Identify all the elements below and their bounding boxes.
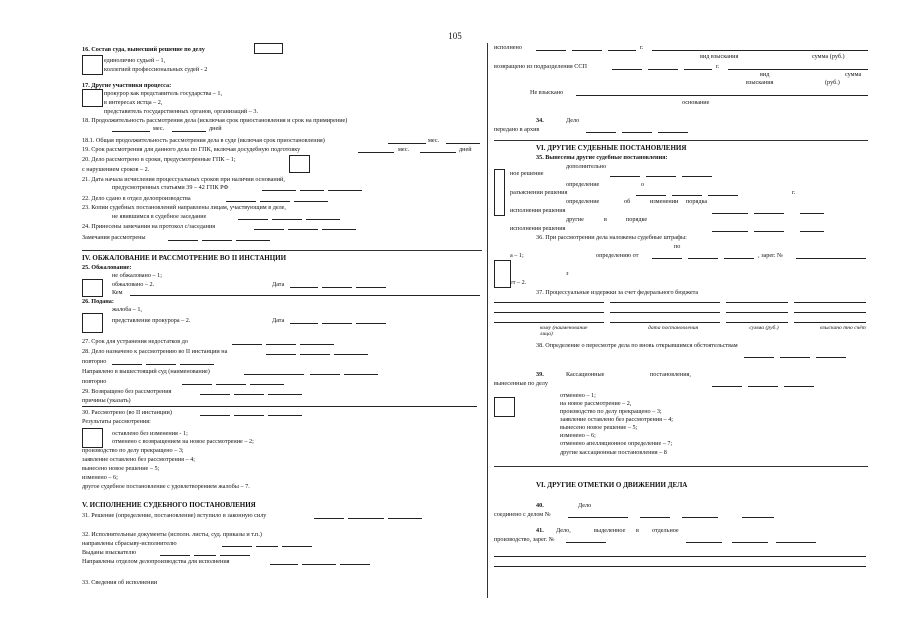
registered-label: , зарег. №	[758, 252, 783, 259]
date-field[interactable]	[816, 357, 846, 358]
section-17-option-1: прокурор как представитель государства – 1,	[104, 90, 223, 97]
table-header-who: кому (наименование лица)	[540, 325, 588, 337]
date-field[interactable]	[682, 517, 718, 518]
date-field[interactable]	[232, 344, 262, 345]
amount-caption: сумма (руб.)	[812, 53, 845, 60]
section-29-b: причины (указать)	[82, 397, 131, 404]
section-37: 37. Процессуальные издержки за счет федерального бюджета	[536, 289, 699, 296]
page-number: 105	[448, 31, 462, 41]
date-field[interactable]	[322, 229, 356, 230]
section-16-option-1: единолично судьей – 1,	[104, 57, 166, 64]
date-field[interactable]	[328, 190, 362, 191]
section-26-choice-box[interactable]	[82, 313, 103, 333]
date-field[interactable]	[712, 386, 742, 387]
date-field[interactable]	[306, 219, 340, 220]
date-field[interactable]	[622, 132, 652, 133]
case-number-field[interactable]	[568, 517, 628, 518]
date-field[interactable]	[388, 518, 422, 519]
section-32-c: Выданы взыскателю	[82, 549, 137, 556]
section-vi-title: VI. ДРУГИЕ СУДЕБНЫЕ ПОСТАНОВЛЕНИЯ	[536, 144, 687, 152]
option-a1: а – 1;	[510, 252, 524, 259]
section-17-option-2: в интересах истца – 2,	[104, 99, 163, 106]
preposition-v: в	[636, 527, 639, 534]
section-25-option-2: обжаловано – 2.	[112, 281, 155, 288]
section-16-title: 16. Состав суда, вынесший решение по делу	[82, 46, 205, 53]
date-field[interactable]	[200, 415, 230, 416]
date-field[interactable]	[290, 323, 318, 324]
section-18-months-label: мес.	[153, 125, 165, 132]
section-32-d: Направлены отделом делопроизводства для исполнения	[82, 558, 230, 565]
date-field[interactable]	[220, 555, 250, 556]
section-18-1-days-field[interactable]	[446, 143, 480, 144]
section-39-option-6: изменено – 6;	[560, 432, 596, 439]
date-field[interactable]	[300, 344, 334, 345]
date-field[interactable]	[290, 287, 318, 288]
date-field[interactable]	[254, 229, 284, 230]
section-30-option-7: другое судебное постановление с удовлетворением жалобы – 7.	[82, 483, 250, 490]
table-cell-line[interactable]	[494, 322, 604, 323]
section-26-option-1: жалоба – 1,	[112, 306, 142, 313]
notes-line[interactable]	[494, 566, 866, 567]
date-field[interactable]	[708, 195, 738, 196]
date-field[interactable]	[784, 386, 814, 387]
section-18-1: 18.1. Общая продолжительность рассмотрения дела в суде (включая срок приостановления)	[82, 137, 325, 144]
date-field[interactable]	[322, 287, 352, 288]
date-field[interactable]	[348, 518, 384, 519]
section-39: 39.	[536, 371, 544, 378]
section-36: 36. При рассмотрении дела наложены судебные штрафы:	[536, 234, 687, 241]
section-39-option-1: отменено – 1;	[560, 392, 596, 399]
date-field[interactable]	[294, 201, 328, 202]
date-field[interactable]	[340, 564, 370, 565]
issued-label: вынесенные по делу	[494, 380, 548, 387]
section-39-choice-box[interactable]	[494, 397, 515, 417]
section-28-d: повторно	[82, 378, 107, 385]
ruling-from-label: определению от	[596, 252, 639, 259]
section-32: 32. Исполнительные документы (исполн. листы, суд. приказы и т.п.)	[82, 531, 262, 538]
date-field[interactable]	[266, 354, 296, 355]
section-35-choice-box[interactable]	[494, 169, 505, 216]
type-caption: вид	[760, 71, 770, 78]
date-field[interactable]	[268, 415, 302, 416]
table-cell-line[interactable]	[794, 312, 866, 313]
section-16-option-2: коллегией профессиональных судей - 2	[104, 66, 208, 73]
registration-number-field[interactable]	[796, 258, 866, 259]
divider	[494, 140, 868, 141]
section-18-months-field[interactable]	[112, 131, 150, 132]
year-suffix: г.	[716, 63, 720, 70]
order-label: порядка	[686, 198, 708, 205]
section-18-days-label: дней	[209, 125, 222, 132]
date-field[interactable]	[182, 384, 212, 385]
section-34-c: передано в архив	[494, 126, 540, 133]
section-30-choice-box[interactable]	[82, 428, 103, 448]
date-field[interactable]	[754, 213, 784, 214]
date-field[interactable]	[282, 546, 312, 547]
section-19-months-field[interactable]	[358, 152, 394, 153]
section-18-title: 18. Продолжительность рассмотрения дела (исключая срок приостановления и срок на примирение)	[82, 117, 348, 124]
not-recovered-field[interactable]	[576, 95, 868, 96]
clarification-label: разъяснении решения	[510, 189, 568, 196]
date-field[interactable]	[572, 50, 602, 51]
date-field[interactable]	[686, 542, 722, 543]
section-30-option-6: изменено – 6;	[82, 474, 118, 481]
date-field[interactable]	[648, 69, 678, 70]
section-21-b: предусмотренных статьями 39 – 42 ГПК РФ	[112, 184, 229, 191]
divider	[494, 466, 868, 467]
section-19-months-label: мес.	[398, 146, 410, 153]
date-field[interactable]	[344, 374, 378, 375]
section-18-1-field[interactable]	[388, 143, 426, 144]
section-39-option-2: на новое рассмотрение – 2,	[560, 400, 632, 407]
table-cell-line[interactable]	[494, 302, 604, 303]
date-field[interactable]	[194, 555, 216, 556]
recovery-type-caption: вид взыскания	[700, 53, 739, 60]
section-19: 19. Срок рассмотрения для данного дела по ГПК, включая досудебную подготовку	[82, 146, 301, 153]
date-field[interactable]	[732, 542, 768, 543]
date-field[interactable]	[744, 357, 774, 358]
section-20-choice-box[interactable]	[289, 155, 310, 173]
ruling-label: определение	[566, 198, 600, 205]
preposition-o: о	[641, 181, 645, 188]
year-suffix: г.	[640, 44, 644, 51]
section-28-b: повторно	[82, 358, 107, 365]
registration-number-field[interactable]	[566, 542, 606, 543]
amount-caption: сумма	[845, 71, 862, 78]
divider	[82, 250, 482, 251]
date-field[interactable]	[658, 132, 688, 133]
section-17-title: 17. Другие участники процесса:	[82, 82, 172, 89]
section-41: 41.	[536, 527, 544, 534]
section-17-option-3: представитель государственных органов, организаций – 3.	[104, 108, 259, 115]
table-cell-line[interactable]	[726, 312, 788, 313]
table-header-amount: сумма (руб.)	[749, 325, 779, 331]
date-field[interactable]	[754, 231, 784, 232]
section-39-option-4: заявление оставлено без рассмотрения – 4;	[560, 416, 674, 423]
section-25-date-label: Дата	[272, 281, 285, 288]
date-field[interactable]	[636, 195, 666, 196]
section-39-option-3: производство по делу прекращено – 3;	[560, 408, 662, 415]
rub-caption: (руб.)	[825, 79, 840, 86]
section-40-joined: соединено с делом №	[494, 511, 551, 518]
section-34-b: Дело	[566, 117, 580, 124]
table-cell-line[interactable]	[726, 322, 788, 323]
date-field[interactable]	[262, 190, 296, 191]
date-field[interactable]	[288, 229, 318, 230]
section-21: 21. Дата начала исчисления процессуальных сроков при наличии оснований,	[82, 176, 285, 183]
section-20: 20. Дело рассмотрено в сроки, предусмотренные ГПК – 1;	[82, 156, 236, 163]
section-36-choice-box[interactable]	[494, 260, 511, 288]
date-field[interactable]	[168, 240, 198, 241]
date-field[interactable]	[536, 50, 566, 51]
date-field[interactable]	[776, 542, 816, 543]
section-30-option-1: оставлено без изменения - 1;	[112, 430, 188, 437]
date-field[interactable]	[300, 190, 324, 191]
section-30-option-3: производство по делу прекращено – 3;	[82, 447, 184, 454]
section-18-1-months-label: мес.	[428, 137, 440, 144]
section-41-separated: выделенное	[594, 527, 626, 534]
section-23-b: не явившимся в судебное заседание	[112, 213, 207, 220]
date-field[interactable]	[272, 219, 302, 220]
change-label: изменении	[650, 198, 679, 205]
section-41-separate: отдельное	[652, 527, 679, 534]
date-field[interactable]	[314, 518, 344, 519]
section-25-option-1: не обжаловано – 1;	[112, 272, 162, 279]
date-field[interactable]	[112, 364, 142, 365]
date-field[interactable]	[266, 344, 296, 345]
date-field[interactable]	[202, 240, 232, 241]
section-19-days-label: дней	[459, 146, 472, 153]
date-field[interactable]	[226, 201, 256, 202]
section-24-b: Замечания рассмотрены	[82, 234, 146, 241]
section-29: 29. Возвращено без рассмотрения	[82, 388, 172, 395]
date-field[interactable]	[270, 564, 298, 565]
section-41-case: Дело,	[556, 527, 571, 534]
date-field[interactable]	[222, 546, 252, 547]
executed-label: исполнено	[494, 44, 522, 51]
date-field[interactable]	[268, 394, 302, 395]
preposition-po: по	[674, 243, 681, 250]
section-26-option-2: представление прокурора – 2.	[112, 317, 191, 324]
date-field[interactable]	[646, 176, 676, 177]
table-header-recovered: взыскано тно счёт	[820, 325, 866, 331]
date-field[interactable]	[608, 50, 636, 51]
section-25-choice-box[interactable]	[82, 279, 103, 297]
procedure-label: порядке	[626, 216, 648, 223]
section-16-choice-box[interactable]	[82, 55, 103, 75]
returned-label: возвращено из подразделения ССП	[494, 63, 587, 70]
date-field[interactable]	[612, 69, 642, 70]
section-26-date-label: Дата	[272, 317, 285, 324]
section-35: 35. Вынесены другие судебные постановления:	[536, 154, 668, 161]
preposition-v: в	[604, 216, 607, 223]
rulings-label: постановления,	[650, 371, 691, 378]
additional-label: дополнительно	[566, 163, 607, 170]
date-field[interactable]	[652, 258, 682, 259]
section-27: 27. Срок для устранения недостатков до	[82, 338, 188, 345]
section-40-case: Дело	[578, 502, 592, 509]
date-field[interactable]	[640, 517, 670, 518]
date-field[interactable]	[300, 354, 330, 355]
option-et2: ет – 2.	[510, 279, 527, 286]
section-32-b: направлены сбрасыву-исполнителю	[82, 540, 177, 547]
section-18-days-field[interactable]	[172, 131, 206, 132]
date-field[interactable]	[322, 323, 352, 324]
table-header-date: дата постановления	[648, 325, 699, 331]
date-field[interactable]	[234, 394, 264, 395]
section-31: 31. Решение (определение, постановление) вступило в законную силу	[82, 512, 267, 519]
execution-label: исполнения решения	[510, 207, 566, 214]
table-cell-line[interactable]	[726, 302, 788, 303]
section-22: 22. Дело сдано в отдел делопроизводства	[82, 195, 191, 202]
section-28-c: Направлено в вышестоящий суд (наименование)	[82, 368, 210, 375]
other-label: другие	[566, 216, 584, 223]
notes-line[interactable]	[494, 556, 866, 557]
section-vi-other-title: VI. ДРУГИЕ ОТМЕТКИ О ДВИЖЕНИИ ДЕЛА	[536, 481, 688, 489]
reasons-field[interactable]	[82, 406, 477, 407]
court-name-field[interactable]	[244, 374, 304, 375]
date-field[interactable]	[256, 546, 278, 547]
section-38: 38. Определение о пересмотре дела по вновь открывшимся обстоятельствам	[536, 342, 738, 349]
preposition-ob: об	[624, 198, 631, 205]
section-23: 23. Копии судебных постановлений направлены лицам, участвующим в деле,	[82, 204, 286, 211]
date-field[interactable]	[672, 195, 702, 196]
recovery-caption: взыскания	[746, 79, 774, 86]
section-16-code-box[interactable]	[254, 43, 283, 54]
date-field[interactable]	[712, 213, 748, 214]
section-24: 24. Принесены замечания на протокол с/заседания	[82, 223, 216, 230]
section-25-who-field[interactable]	[130, 295, 480, 296]
date-field[interactable]	[200, 394, 230, 395]
section-28: 28. Дело назначено к рассмотрению во II инстанции на	[82, 348, 228, 355]
recovery-field[interactable]	[728, 69, 868, 70]
section-39-option-5: вынесено новое решение – 5;	[560, 424, 638, 431]
date-field[interactable]	[748, 386, 778, 387]
section-30-b: Результаты рассмотрения:	[82, 418, 151, 425]
section-25: 25. Обжалование:	[82, 264, 132, 271]
table-cell-line[interactable]	[794, 302, 866, 303]
section-17-choice-box[interactable]	[82, 89, 103, 107]
section-30: 30. Рассмотрено (во II инстанции)	[82, 409, 172, 416]
cassation-label: Кассационные	[566, 371, 605, 378]
recovery-field[interactable]	[652, 50, 868, 51]
date-field[interactable]	[250, 384, 284, 385]
section-30-option-5: вынесено новое решение – 5;	[82, 465, 160, 472]
section-34: 34.	[536, 117, 544, 124]
date-field[interactable]	[800, 231, 824, 232]
section-26: 26. Подана:	[82, 298, 114, 305]
table-cell-line[interactable]	[610, 322, 720, 323]
section-30-option-4: заявление оставлено без рассмотрения – 4;	[82, 456, 196, 463]
section-iv-title: IV. ОБЖАЛОВАНИЕ И РАССМОТРЕНИЕ ВО II ИНСТАНЦИИ	[82, 254, 287, 262]
date-field[interactable]	[356, 323, 386, 324]
table-cell-line[interactable]	[494, 312, 604, 313]
section-39-option-8: другие кассационные постановления – 8	[560, 449, 667, 456]
date-field[interactable]	[302, 564, 336, 565]
execution-label: исполнения решения	[510, 225, 566, 232]
date-field[interactable]	[356, 287, 386, 288]
date-field[interactable]	[160, 555, 190, 556]
table-cell-line[interactable]	[794, 322, 866, 323]
date-field[interactable]	[688, 258, 718, 259]
date-field[interactable]	[610, 176, 640, 177]
section-25-who-label: Кем	[112, 289, 123, 296]
date-field[interactable]	[724, 258, 754, 259]
basis-caption: основание	[682, 99, 710, 106]
date-field[interactable]	[684, 69, 712, 70]
not-recovered-label: Не взыскано	[530, 89, 564, 96]
date-field[interactable]	[800, 213, 824, 214]
date-field[interactable]	[216, 384, 246, 385]
section-19-days-field[interactable]	[420, 152, 456, 153]
date-field[interactable]	[236, 240, 270, 241]
ruling-label: определение	[566, 181, 600, 188]
date-field[interactable]	[238, 219, 268, 220]
date-field[interactable]	[780, 357, 810, 358]
date-field[interactable]	[234, 415, 264, 416]
date-field[interactable]	[180, 364, 214, 365]
year-suffix: г.	[792, 189, 796, 196]
section-40: 40.	[536, 502, 544, 509]
date-field[interactable]	[334, 354, 368, 355]
date-field[interactable]	[310, 374, 340, 375]
decision-label: ное решение	[510, 170, 544, 177]
section-20-b: с нарушением сроков – 2.	[82, 166, 150, 173]
date-field[interactable]	[146, 364, 176, 365]
table-cell-line[interactable]	[610, 312, 720, 313]
letter-z: з	[566, 270, 569, 277]
section-41-registered: производство, зарег. №	[494, 536, 555, 543]
column-divider	[487, 43, 488, 598]
date-field[interactable]	[712, 231, 748, 232]
date-field[interactable]	[682, 176, 712, 177]
section-33: 33. Сведения об исполнении	[82, 579, 158, 586]
table-cell-line[interactable]	[610, 302, 720, 303]
section-30-option-2: отменено с возвращением на новое рассмотрение – 2;	[112, 438, 254, 445]
section-39-option-7: отменено апелляционное определение – 7;	[560, 440, 673, 447]
section-v-title: V. ИСПОЛНЕНИЕ СУДЕБНОГО ПОСТАНОВЛЕНИЯ	[82, 501, 256, 509]
date-field[interactable]	[742, 517, 774, 518]
date-field[interactable]	[260, 201, 290, 202]
date-field[interactable]	[586, 132, 616, 133]
